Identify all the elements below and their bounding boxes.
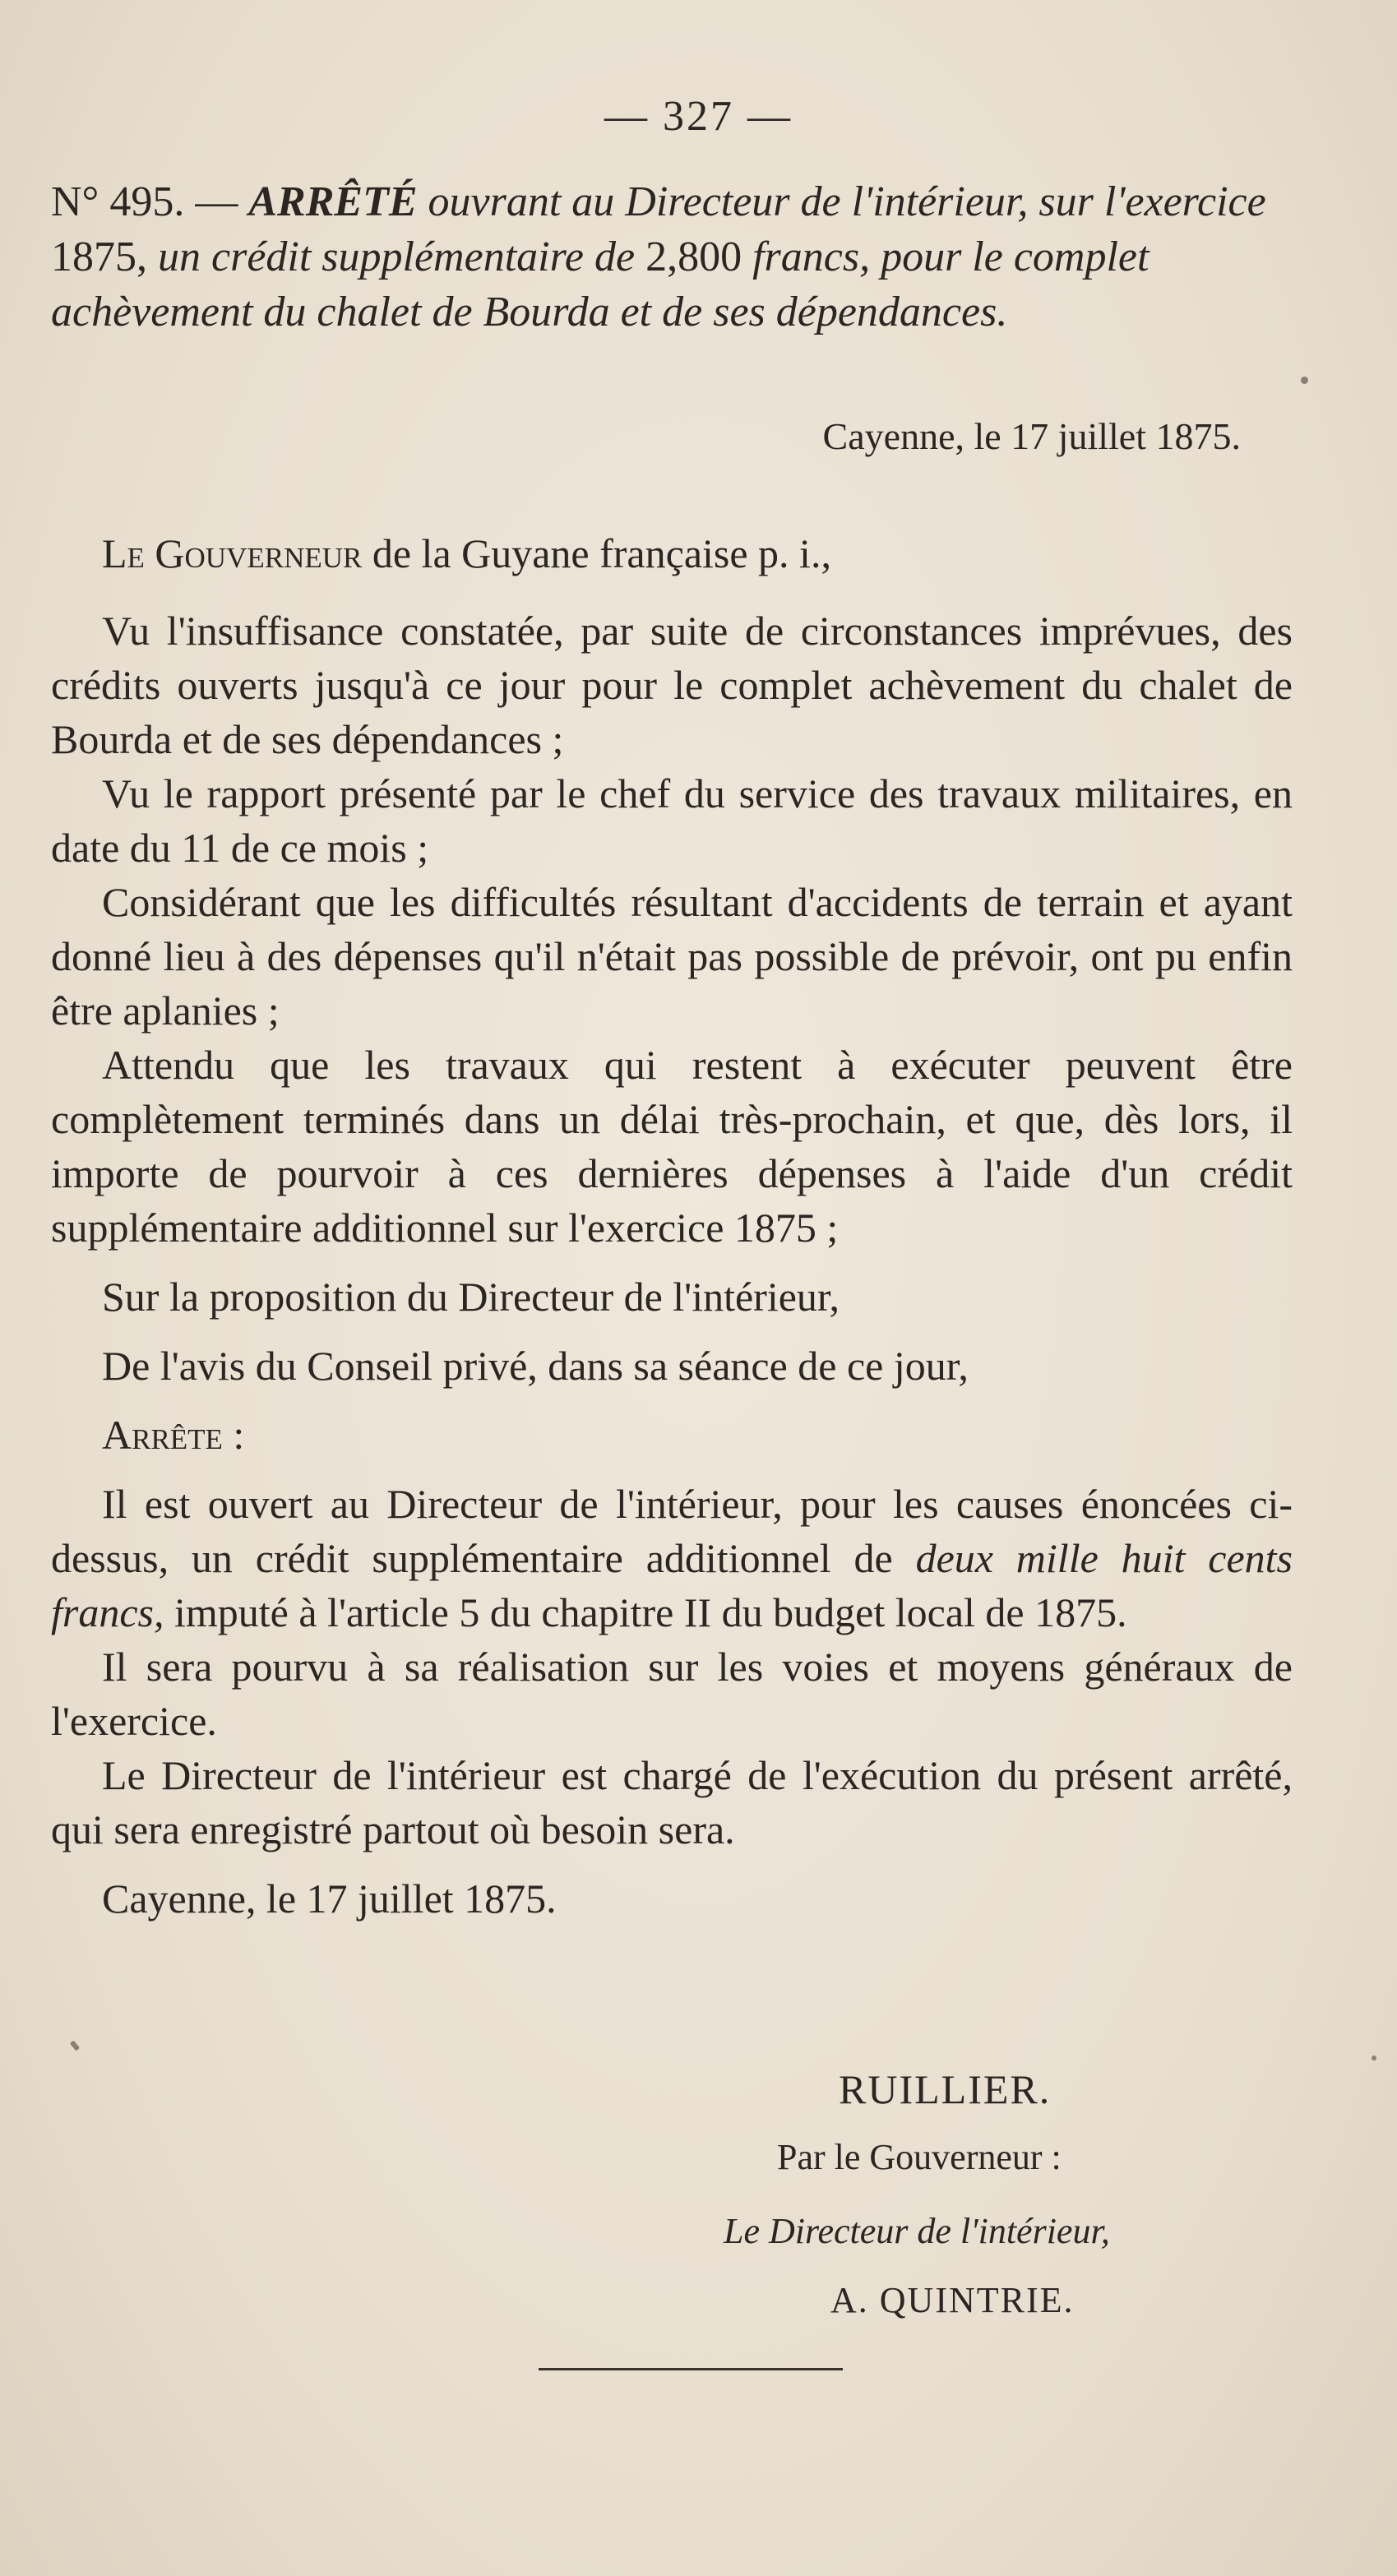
signature-countersign: A. QUINTRIE. bbox=[830, 2280, 1075, 2320]
signature-name: RUILLIER. bbox=[839, 2066, 1052, 2112]
title-amount: 2,800 bbox=[645, 234, 742, 280]
paragraph-attendu: Attendu que les travaux qui restent à exécuter peuvent être complètement terminés dans un délai très-prochain, et que, dès lors, il importe de pourvoir à ces dernières dépenses à l'aide d'un crédit supplémentaire additionnel sur l'exercice 1875 ; bbox=[51, 1042, 1293, 1251]
title-text-2: un crédit supplémentaire de bbox=[158, 234, 636, 280]
paper-speck bbox=[70, 2040, 80, 2051]
governor-line bbox=[51, 526, 1293, 580]
governor-rest: de la Guyane française p. i., bbox=[372, 530, 831, 576]
closing-dateline: Cayenne, le 17 juillet 1875. bbox=[102, 1875, 557, 1922]
arrete-heading: Arrête : bbox=[102, 1412, 245, 1458]
governor-label: Le Gouverneur bbox=[102, 530, 363, 576]
article-1-text-b: imputé à l'article 5 du chapitre II du budget local de 1875. bbox=[174, 1589, 1127, 1635]
paragraph-proposition: Sur la proposition du Directeur de l'intérieur, bbox=[102, 1274, 840, 1320]
title-text-1: ouvrant au Directeur de l'intérieur, sur l'exercice bbox=[428, 178, 1266, 225]
paragraph-vu-insuffisance: Vu l'insuffisance constatée, par suite de circonstances imprévues, des crédits ouverts jusqu'à ce jour pour le complet achèvement du chalet de Bourda et de ses dépendances ; bbox=[51, 608, 1293, 762]
decree-number: N° 495. — bbox=[51, 178, 238, 225]
paragraph-vu-rapport: Vu le rapport présenté par le chef du service des travaux militaires, en date du 11 de ce mois ; bbox=[51, 770, 1293, 871]
title-year: 1875, bbox=[51, 234, 147, 280]
decree-title bbox=[51, 174, 1301, 340]
paragraph-article-3: Le Directeur de l'intérieur est chargé de l'exécution du présent arrêté, qui sera enregistré partout où besoin sera. bbox=[51, 1752, 1293, 1852]
article-1-amount-words: deux mille huit cents francs, bbox=[51, 1535, 1293, 1635]
article-1-text-a: Il est ouvert au Directeur de l'intérieur, pour les causes énoncées ci-dessus, un crédit supplémentaire additionnel de bbox=[51, 1481, 1293, 1581]
paragraph-considerant: Considérant que les difficultés résultant d'accidents de terrain et ayant donné lieu à des dépenses qu'il n'était pas possible de prévoir, ont pu enfin être aplanies ; bbox=[51, 879, 1293, 1034]
signature-role: Le Directeur de l'intérieur, bbox=[724, 2211, 1110, 2251]
signature-par: Par le Gouverneur : bbox=[777, 2137, 1062, 2177]
dateline: Cayenne, le 17 juillet 1875. bbox=[822, 415, 1241, 457]
page-number: — 327 — bbox=[604, 93, 793, 140]
decree-body bbox=[51, 526, 1293, 1926]
paragraph-avis: De l'avis du Conseil privé, dans sa séance de ce jour, bbox=[102, 1343, 969, 1389]
closing-rule bbox=[539, 2368, 843, 2370]
decree-type: ARRÊTÉ bbox=[248, 178, 418, 225]
title-text-3: francs, pour le complet achèvement du chalet de Bourda et de ses dépendances. bbox=[51, 234, 1150, 335]
paragraph-article-1 bbox=[51, 1477, 1293, 1639]
paper-speck bbox=[1301, 377, 1308, 384]
paper-speck bbox=[1372, 2056, 1376, 2060]
paragraph-article-2: Il sera pourvu à sa réalisation sur les voies et moyens généraux de l'exercice. bbox=[51, 1644, 1293, 1744]
